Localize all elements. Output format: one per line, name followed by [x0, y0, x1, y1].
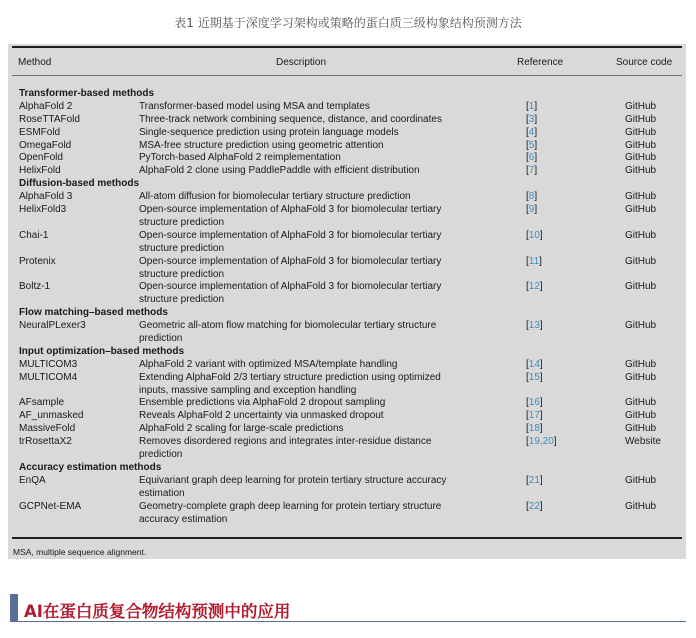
reference-link[interactable]: 12: [528, 281, 540, 293]
description-line: Reveals AlphaFold 2 uncertainty via unmasked dropout: [139, 410, 384, 422]
group-header: Diffusion-based methods: [19, 178, 140, 190]
method-name: OmegaFold: [19, 139, 72, 151]
group-header: Accuracy estimation methods: [19, 461, 162, 473]
description-line: Ensemble predictions via AlphaFold 2 dropout sampling: [139, 397, 386, 409]
section-heading: [10, 594, 686, 622]
bracket-close: ]: [539, 255, 542, 267]
column-header-method: Method: [18, 57, 52, 68]
table-caption: 表1 近期基于深度学习架构或策略的蛋白质三级构象结构预测方法: [174, 16, 522, 30]
description-line: PyTorch-based AlphaFold 2 reimplementation: [139, 152, 341, 164]
method-name: AF_unmasked: [19, 410, 84, 422]
source-code: GitHub: [625, 500, 657, 512]
reference-link[interactable]: 7: [528, 165, 535, 177]
table-row: [8, 423, 686, 436]
bracket-open: [: [526, 410, 529, 422]
method-description: [139, 475, 479, 501]
reference-cell: [526, 281, 543, 294]
bracket-open: [: [526, 191, 529, 203]
method-name: NeuralPLexer3: [19, 320, 86, 332]
bracket-close: ]: [539, 410, 543, 422]
table-row: [8, 320, 686, 346]
source-code: GitHub: [625, 100, 657, 112]
table-container: [8, 44, 686, 559]
reference-cell: [526, 256, 542, 269]
bracket-open: [: [526, 436, 529, 448]
bracket-open: [: [526, 100, 529, 112]
description-line: estimation: [139, 487, 185, 499]
description-line: Open-source implementation of AlphaFold 3 for biomolecular tertiary: [139, 229, 442, 241]
method-name: GCPNet-EMA: [19, 500, 82, 512]
table-row: [8, 281, 686, 307]
description-line: structure prediction: [139, 242, 225, 254]
table-footnote: MSA, multiple sequence alignment.: [13, 547, 147, 557]
description-line: MSA-free structure prediction using geometric attention: [139, 139, 384, 151]
bracket-open: [: [526, 358, 529, 370]
method-name: Boltz-1: [19, 281, 51, 293]
table-header-rule: [12, 75, 682, 76]
reference-cell: [526, 191, 537, 204]
table-body: [8, 88, 686, 526]
reference-cell: [526, 230, 543, 243]
bracket-open: [: [526, 500, 529, 512]
table-row: [8, 256, 686, 282]
method-description: [139, 127, 479, 140]
method-description: [139, 101, 479, 114]
table-row: [8, 114, 686, 127]
table-row: [8, 501, 686, 527]
source-code: GitHub: [625, 255, 657, 267]
bracket-open: [: [526, 204, 529, 216]
method-name: AlphaFold 2: [19, 100, 73, 112]
source-code: GitHub: [625, 410, 657, 422]
method-name: MULTICOM4: [19, 371, 78, 383]
reference-cell: [526, 372, 543, 385]
reference-link[interactable]: 14: [528, 358, 540, 370]
table-row: [8, 359, 686, 372]
reference-cell: [526, 127, 537, 140]
description-line: structure prediction: [139, 268, 225, 280]
reference-cell: [526, 410, 543, 423]
description-line: inputs, massive sampling and exception handling: [139, 384, 357, 396]
method-name: HelixFold: [19, 165, 61, 177]
method-description: [139, 191, 479, 204]
description-line: All-atom diffusion for biomolecular tertiary structure prediction: [139, 191, 411, 203]
bracket-open: [: [526, 281, 529, 293]
reference-link[interactable]: 16: [528, 397, 540, 409]
bracket-close: ]: [534, 139, 538, 151]
reference-cell: [526, 152, 537, 165]
source-code: GitHub: [625, 281, 657, 293]
bracket-close: ]: [534, 191, 538, 203]
description-line: prediction: [139, 449, 183, 461]
table-row: [8, 101, 686, 114]
bracket-open: [: [526, 126, 529, 138]
table-row: [8, 436, 686, 462]
bracket-close: ]: [553, 436, 557, 448]
reference-cell: [526, 101, 537, 114]
reference-link[interactable]: 8: [528, 191, 535, 203]
reference-link[interactable]: 10: [528, 229, 540, 241]
method-description: [139, 230, 479, 256]
reference-link[interactable]: 4: [528, 126, 535, 138]
description-line: Extending AlphaFold 2/3 tertiary structure prediction using optimized: [139, 371, 441, 383]
bracket-close: ]: [534, 165, 538, 177]
table-row: [8, 152, 686, 165]
group-header: Transformer-based methods: [19, 88, 155, 99]
bracket-close: ]: [539, 371, 543, 383]
reference-link[interactable]: 1: [528, 100, 535, 112]
method-name: MULTICOM3: [19, 358, 78, 370]
reference-link[interactable]: 5: [528, 139, 535, 151]
table-row: [8, 410, 686, 423]
bracket-open: [: [526, 371, 529, 383]
reference-cell: [526, 436, 557, 449]
reference-cell: [526, 397, 543, 410]
description-line: Geometric all-atom flow matching for biomolecular tertiary structure: [139, 320, 437, 332]
bracket-open: [: [526, 255, 529, 267]
method-name: HelixFold3: [19, 204, 67, 216]
method-description: [139, 372, 479, 398]
table-row: [8, 475, 686, 501]
bracket-open: [: [526, 397, 529, 409]
bracket-close: ]: [534, 100, 538, 112]
reference-link[interactable]: 22: [528, 500, 540, 512]
table-row: [8, 372, 686, 398]
source-code: GitHub: [625, 397, 657, 409]
bracket-close: ]: [534, 126, 538, 138]
bracket-open: [: [526, 152, 529, 164]
group-header: Flow matching–based methods: [19, 307, 168, 319]
source-code: GitHub: [625, 229, 657, 241]
source-code: GitHub: [625, 126, 657, 138]
bracket-open: [: [526, 320, 529, 332]
description-line: Open-source implementation of AlphaFold 3 for biomolecular tertiary: [139, 281, 442, 293]
column-header-description: Description: [276, 57, 327, 68]
method-name: MassiveFold: [19, 423, 76, 435]
source-code: GitHub: [625, 423, 657, 435]
bracket-close: ]: [539, 358, 543, 370]
description-line: Three-track network combining sequence, distance, and coordinates: [139, 113, 442, 125]
source-code: GitHub: [625, 204, 657, 216]
group-header: Input optimization–based methods: [19, 345, 185, 357]
bracket-close: ]: [539, 423, 543, 435]
method-name: trRosettaX2: [19, 436, 72, 448]
reference-link[interactable]: 18: [528, 423, 540, 435]
reference-link[interactable]: 6: [528, 152, 535, 164]
reference-cell: [526, 475, 543, 488]
method-description: [139, 397, 479, 410]
description-line: structure prediction: [139, 216, 225, 228]
method-description: [139, 204, 479, 230]
source-code: GitHub: [625, 320, 657, 332]
reference-link[interactable]: 9: [528, 204, 535, 216]
reference-cell: [526, 501, 543, 514]
bracket-open: [: [526, 113, 529, 125]
table-row: [8, 140, 686, 153]
method-name: Protenix: [19, 255, 56, 267]
table-bottom-rule: [12, 537, 682, 539]
reference-link[interactable]: 3: [528, 113, 535, 125]
method-description: [139, 423, 479, 436]
source-code: GitHub: [625, 358, 657, 370]
description-line: Open-source implementation of AlphaFold 3 for biomolecular tertiary: [139, 204, 442, 216]
source-code: GitHub: [625, 113, 657, 125]
description-line: AlphaFold 2 scaling for large-scale predictions: [139, 423, 344, 435]
table-row: [8, 127, 686, 140]
reference-cell: [526, 423, 543, 436]
table-row: [8, 191, 686, 204]
reference-cell: [526, 359, 543, 372]
reference-cell: [526, 320, 543, 333]
description-line: Geometry-complete graph deep learning for protein tertiary structure: [139, 500, 442, 512]
bracket-open: [: [526, 165, 529, 177]
table-row: [8, 204, 686, 230]
method-description: [139, 320, 479, 346]
reference-link[interactable]: 15: [528, 371, 540, 383]
description-line: AlphaFold 2 clone using PaddlePaddle with efficient distribution: [139, 165, 420, 177]
bracket-close: ]: [539, 229, 543, 241]
bracket-close: ]: [539, 397, 543, 409]
description-line: Single-sequence prediction using protein language models: [139, 126, 399, 138]
section-heading-text: AI在蛋白质复合物结构预测中的应用: [24, 602, 291, 621]
reference-link[interactable]: 19,20: [528, 436, 554, 448]
bracket-open: [: [526, 139, 529, 151]
source-code: GitHub: [625, 139, 657, 151]
bracket-open: [: [526, 474, 529, 486]
method-description: [139, 152, 479, 165]
source-code: GitHub: [625, 165, 657, 177]
table-row: [8, 165, 686, 178]
method-name: AFsample: [19, 397, 65, 409]
source-code: Website: [625, 436, 661, 448]
method-description: [139, 114, 479, 127]
column-header-source-code: Source code: [616, 57, 673, 68]
method-name: OpenFold: [19, 152, 63, 164]
heading-accent-bar: [10, 594, 18, 622]
method-description: [139, 140, 479, 153]
bracket-close: ]: [539, 474, 543, 486]
source-code: GitHub: [625, 474, 657, 486]
source-code: GitHub: [625, 191, 657, 203]
description-line: structure prediction: [139, 294, 225, 306]
reference-link[interactable]: 21: [528, 474, 540, 486]
table-top-rule: [12, 46, 682, 48]
description-line: accuracy estimation: [139, 513, 228, 525]
description-line: Open-source implementation of AlphaFold 3 for biomolecular tertiary: [139, 255, 442, 267]
description-line: AlphaFold 2 variant with optimized MSA/template handling: [139, 358, 398, 370]
method-description: [139, 281, 479, 307]
reference-cell: [526, 165, 537, 178]
reference-cell: [526, 114, 537, 127]
reference-cell: [526, 140, 537, 153]
column-header-reference: Reference: [517, 57, 564, 68]
description-line: Removes disordered regions and integrates inter-residue distance: [139, 436, 432, 448]
bracket-close: ]: [539, 320, 543, 332]
reference-link[interactable]: 13: [528, 320, 540, 332]
method-description: [139, 501, 479, 527]
method-description: [139, 410, 479, 423]
bracket-open: [: [526, 229, 529, 241]
method-description: [139, 359, 479, 372]
method-description: [139, 436, 479, 462]
reference-cell: [526, 204, 537, 217]
reference-link[interactable]: 11: [528, 255, 540, 267]
bracket-close: ]: [539, 500, 543, 512]
bracket-close: ]: [539, 281, 543, 293]
bracket-close: ]: [534, 204, 538, 216]
method-description: [139, 256, 479, 282]
description-line: Transformer-based model using MSA and templates: [139, 100, 370, 112]
source-code: GitHub: [625, 152, 657, 164]
reference-link[interactable]: 17: [528, 410, 540, 422]
table-row: [8, 397, 686, 410]
table-row: [8, 230, 686, 256]
method-name: ESMFold: [19, 126, 61, 138]
bracket-close: ]: [534, 152, 538, 164]
bracket-close: ]: [534, 113, 538, 125]
method-name: EnQA: [19, 474, 46, 486]
bracket-open: [: [526, 423, 529, 435]
method-description: [139, 165, 479, 178]
method-name: RoseTTAFold: [19, 113, 80, 125]
method-name: AlphaFold 3: [19, 191, 73, 203]
description-line: prediction: [139, 333, 183, 344]
description-line: Equivariant graph deep learning for protein tertiary structure accuracy: [139, 474, 447, 486]
method-name: Chai-1: [19, 229, 49, 241]
source-code: GitHub: [625, 371, 657, 383]
